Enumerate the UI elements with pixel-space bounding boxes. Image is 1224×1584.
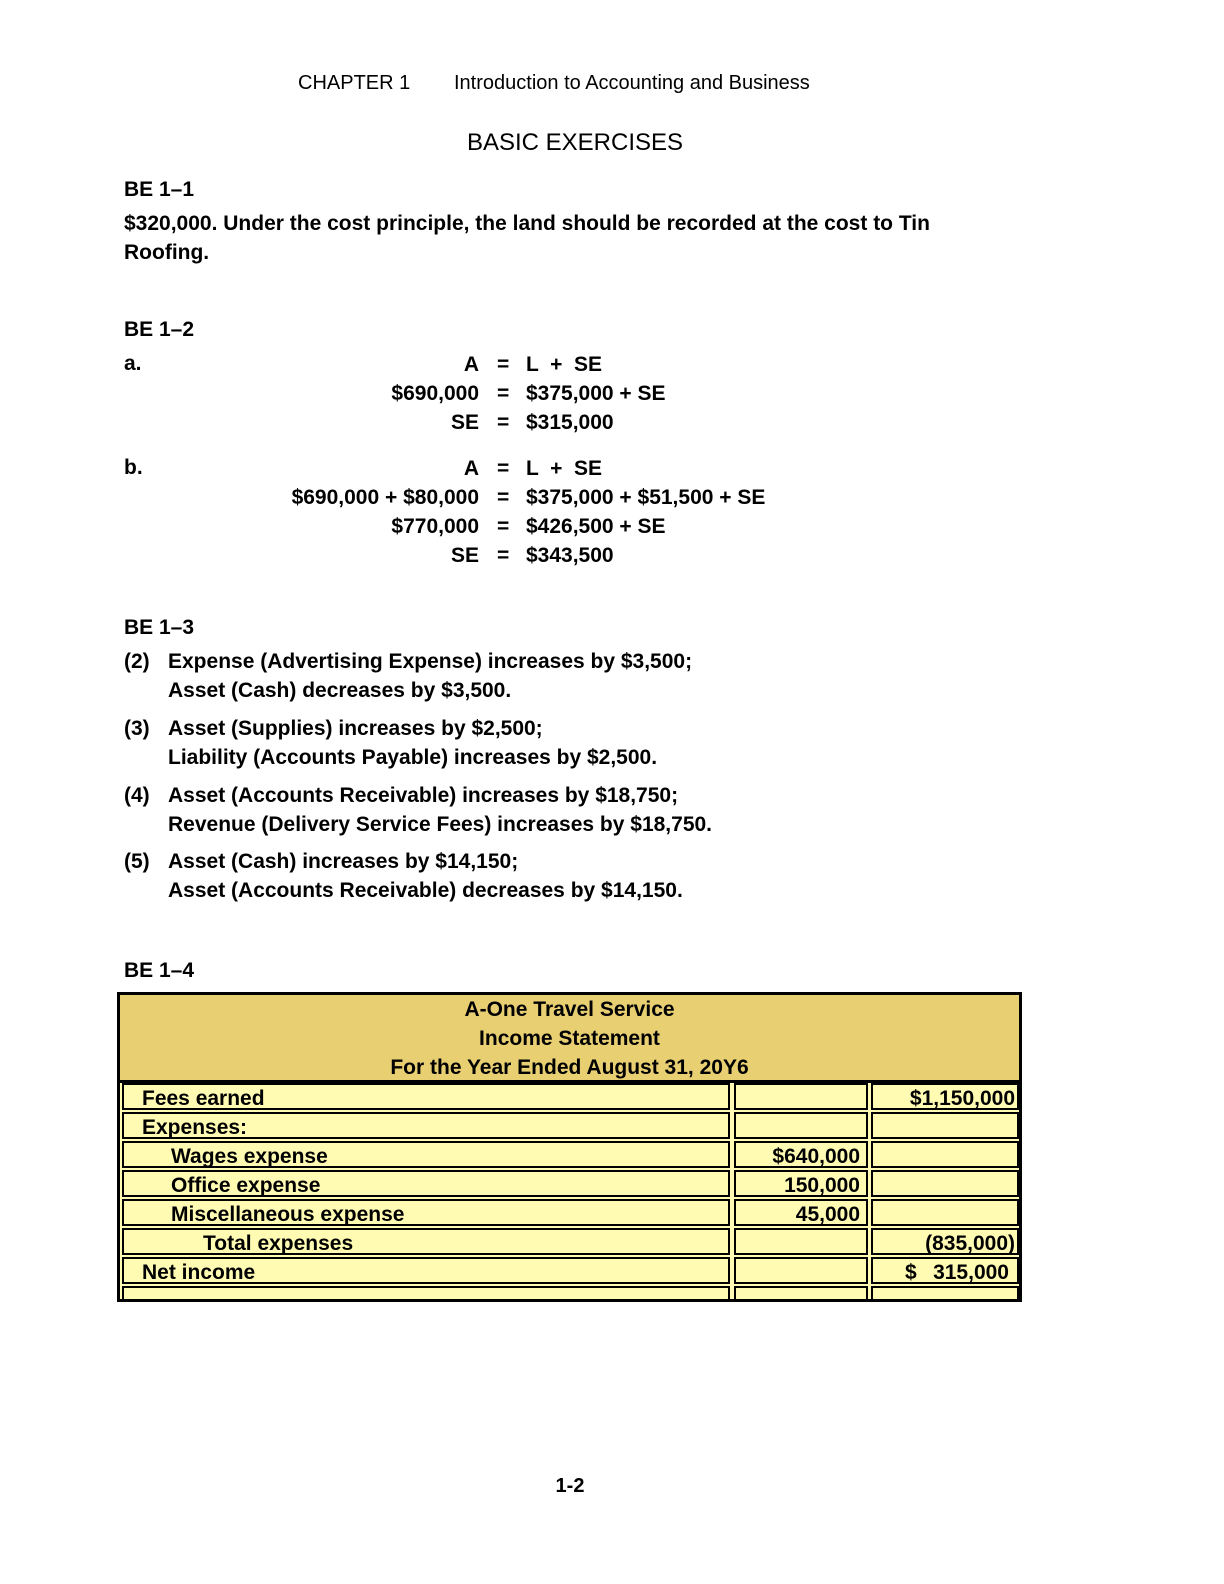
equals-sign: = [497, 544, 510, 567]
equals-sign: = [497, 515, 510, 538]
page-number: 1-2 [555, 1475, 585, 1497]
item-number: (4) [124, 784, 150, 807]
equation-left: A [463, 353, 479, 376]
equation-left: $770,000 [391, 515, 479, 538]
item-line1: Asset (Cash) increases by $14,150; [168, 850, 519, 873]
be1-1-text-line1: $320,000. Under the cost principle, the land should be recorded at the cost to Tin [124, 212, 930, 235]
item-number: (3) [124, 717, 150, 740]
row-col2: 150,000 [734, 1170, 868, 1197]
be1-4-label: BE 1–4 [124, 959, 195, 982]
equation-row [0, 379, 1224, 408]
equation-right: L + SE [526, 353, 603, 376]
row-col3 [871, 1112, 1019, 1139]
equation-right: $343,500 [526, 544, 614, 567]
equation-left: SE [450, 411, 479, 434]
item-line2: Liability (Accounts Payable) increases by $2,500. [168, 746, 658, 769]
table-row [120, 1199, 1019, 1228]
equation-right: L + SE [526, 457, 603, 480]
row-col3: $1,150,000 [871, 1083, 1019, 1110]
equation-left: SE [450, 544, 479, 567]
be1-2-label: BE 1–2 [124, 318, 195, 341]
statement-header [120, 995, 1019, 1083]
statement-period: For the Year Ended August 31, 20Y6 [390, 1056, 749, 1079]
row-col3-value: 315,000 [933, 1261, 1009, 1284]
equation-row [0, 350, 1224, 379]
section-title: BASIC EXERCISES [466, 129, 684, 156]
equation-right: $375,000 + SE [526, 382, 666, 405]
row-label: Total expenses [122, 1228, 730, 1255]
equals-sign: = [497, 457, 510, 480]
row-label: Office expense [122, 1170, 730, 1197]
statement-name: Income Statement [479, 1027, 660, 1050]
equation-row [0, 483, 1224, 512]
row-label: Wages expense [122, 1141, 730, 1168]
row-label: Miscellaneous expense [122, 1199, 730, 1226]
item-line2: Revenue (Delivery Service Fees) increases by $18,750. [168, 813, 713, 836]
table-row [120, 1170, 1019, 1199]
list-item [124, 647, 1124, 705]
be1-1-text-line2: Roofing. [124, 241, 210, 264]
item-line1: Expense (Advertising Expense) increases by $3,500; [168, 650, 693, 673]
item-line2: Asset (Accounts Receivable) decreases by $14,150. [168, 879, 683, 902]
chapter-label: CHAPTER 1 [298, 72, 411, 94]
row-label: Fees earned [122, 1083, 730, 1110]
row-col2: 45,000 [734, 1199, 868, 1226]
equation-row [0, 454, 1224, 483]
item-number: (2) [124, 650, 150, 673]
equation-right: $315,000 [526, 411, 614, 434]
dollar-sign: $ [905, 1261, 917, 1284]
equation-left: $690,000 [391, 382, 479, 405]
row-label [122, 1286, 730, 1300]
equation-right: $426,500 + SE [526, 515, 666, 538]
row-col2 [734, 1286, 868, 1300]
equation-left: $690,000 + $80,000 [291, 486, 479, 509]
item-number: (5) [124, 850, 150, 873]
list-item [124, 781, 1124, 839]
row-col3 [871, 1141, 1019, 1168]
be1-1-label: BE 1–1 [124, 178, 195, 201]
equation-right: $375,000 + $51,500 + SE [526, 486, 766, 509]
row-col3 [871, 1170, 1019, 1197]
row-label: Net income [122, 1257, 730, 1284]
equals-sign: = [497, 486, 510, 509]
equals-sign: = [497, 382, 510, 405]
table-row [120, 1083, 1019, 1112]
be1-3-label: BE 1–3 [124, 616, 195, 639]
table-row [120, 1112, 1019, 1141]
list-item [124, 847, 1124, 905]
item-line1: Asset (Accounts Receivable) increases by $18,750; [168, 784, 679, 807]
item-line2: Asset (Cash) decreases by $3,500. [168, 679, 512, 702]
table-row [120, 1286, 1019, 1302]
row-col3: (835,000) [871, 1228, 1019, 1255]
row-col3 [871, 1199, 1019, 1226]
table-row [120, 1228, 1019, 1257]
row-col2 [734, 1257, 868, 1284]
be1-2-part-b-label: b. [124, 456, 143, 479]
row-col2: $640,000 [734, 1141, 868, 1168]
equation-row [0, 512, 1224, 541]
table-row [120, 1257, 1019, 1286]
row-col2 [734, 1112, 868, 1139]
income-statement [117, 992, 1022, 1302]
equals-sign: = [497, 411, 510, 434]
row-col2 [734, 1228, 868, 1255]
row-col3 [871, 1257, 1019, 1284]
equation-left: A [463, 457, 479, 480]
item-line1: Asset (Supplies) increases by $2,500; [168, 717, 543, 740]
be1-2-part-a-label: a. [124, 352, 142, 375]
table-row [120, 1141, 1019, 1170]
equals-sign: = [497, 353, 510, 376]
chapter-title: Introduction to Accounting and Business [454, 72, 810, 94]
equation-row [0, 408, 1224, 437]
list-item [124, 714, 1124, 772]
equation-row [0, 541, 1224, 570]
row-col3 [871, 1286, 1019, 1300]
row-col2 [734, 1083, 868, 1110]
company-name: A-One Travel Service [464, 998, 675, 1021]
row-label: Expenses: [122, 1112, 730, 1139]
